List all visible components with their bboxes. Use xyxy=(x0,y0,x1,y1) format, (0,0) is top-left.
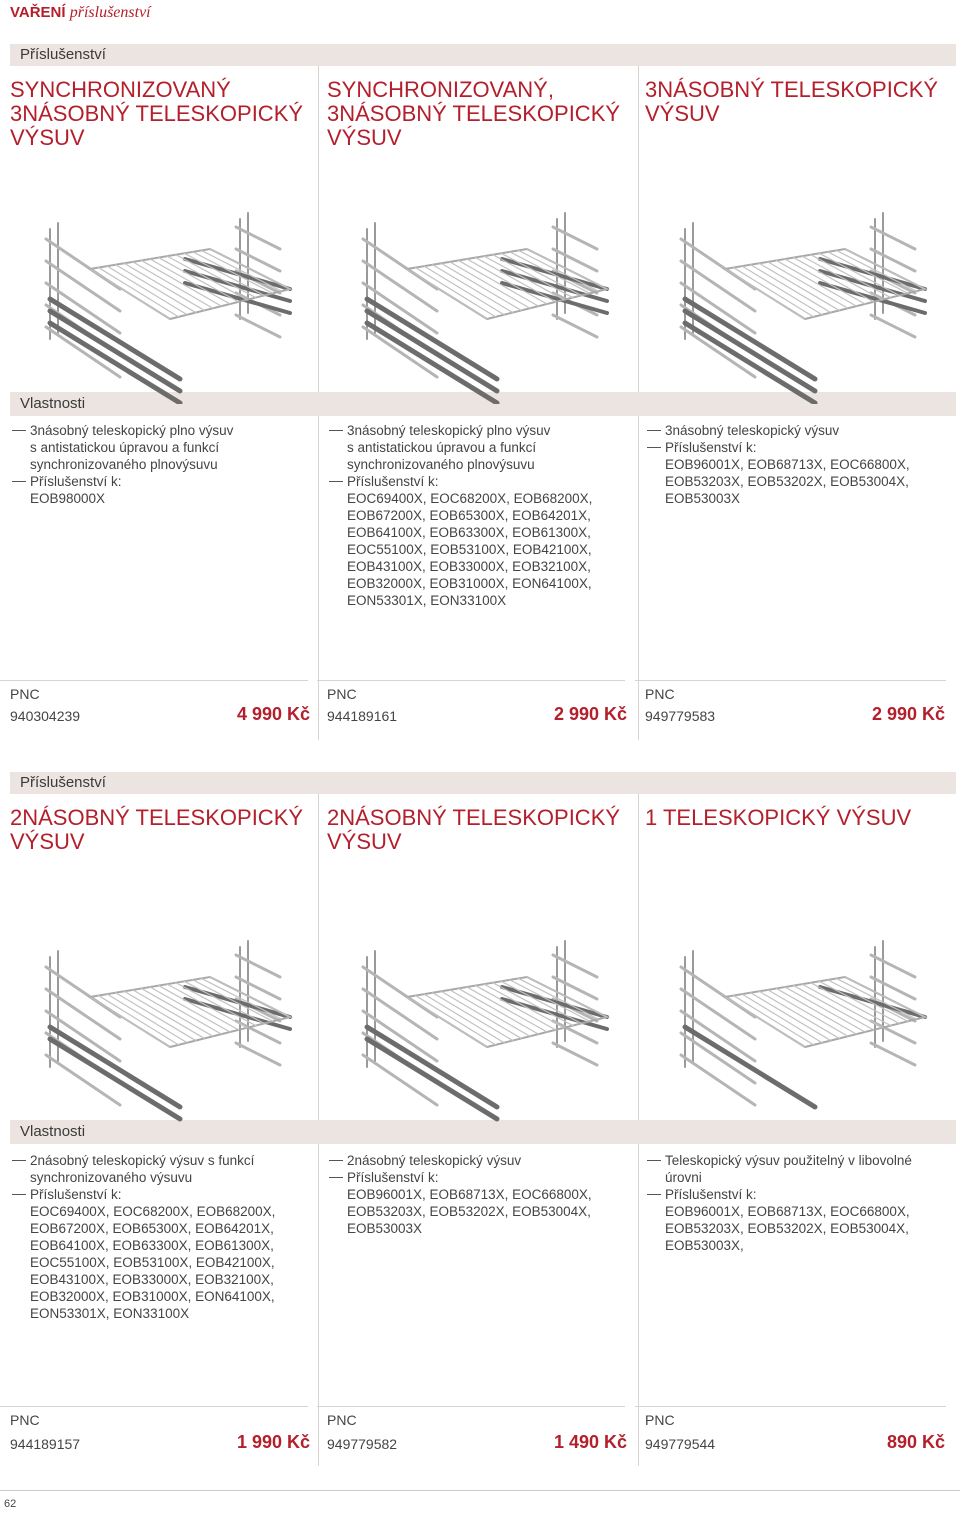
title-line: VÝSUV xyxy=(10,829,85,854)
pnc-number: 949779582 xyxy=(327,1436,398,1452)
feature-item: EOC69400X, EOC68200X, EOB68200X, xyxy=(30,1204,276,1219)
title-line: 1 TELESKOPICKÝ VÝSUV xyxy=(645,805,912,830)
title-line: 2NÁSOBNÝ TELESKOPICKÝ xyxy=(10,805,304,830)
title-line: SYNCHRONIZOVANÝ xyxy=(10,77,231,102)
feature-item: synchronizovaného výsuvu xyxy=(30,1170,193,1185)
column-divider xyxy=(638,1144,639,1466)
column-divider xyxy=(318,1144,319,1466)
pnc-label: PNC xyxy=(327,686,357,702)
feature-item: EOC69400X, EOC68200X, EOB68200X, xyxy=(347,491,593,506)
column-divider xyxy=(638,794,639,1120)
feature-item: EOB64100X, EOB63300X, EOB61300X, xyxy=(347,525,591,540)
feature-item: EON53301X, EON33100X xyxy=(347,593,507,608)
product-image xyxy=(327,189,627,404)
feature-item: EON53301X, EON33100X xyxy=(30,1306,190,1321)
feature-item: EOB32000X, EOB31000X, EON64100X, xyxy=(30,1289,275,1304)
two-level-telescopic-rack-icon xyxy=(10,917,310,1132)
feature-item: EOB53203X, EOB53202X, EOB53004X, xyxy=(347,1204,591,1219)
product-column xyxy=(10,44,310,764)
title-line: 3NÁSOBNÝ TELESKOPICKÝ xyxy=(327,101,621,126)
feature-item: EOC55100X, EOB53100X, EOB42100X, xyxy=(347,542,592,557)
feature-list xyxy=(645,422,945,507)
feature-item: 3násobný teleskopický plno výsuv xyxy=(327,422,627,439)
feature-item: EOB53203X, EOB53202X, EOB53004X, xyxy=(665,1221,909,1236)
column-divider xyxy=(638,416,639,740)
feature-item: EOB96001X, EOB68713X, EOC66800X, xyxy=(665,1204,910,1219)
feature-item: EOB53203X, EOB53202X, EOB53004X, xyxy=(665,474,909,489)
product-title xyxy=(10,806,310,854)
product-column xyxy=(10,772,310,1492)
product-image xyxy=(327,917,627,1132)
feature-item: EOB96001X, EOB68713X, EOC66800X, xyxy=(347,1187,592,1202)
feature-item: EOB67200X, EOB65300X, EOB64201X, xyxy=(347,508,591,523)
pnc-rule xyxy=(0,1406,308,1407)
price: 890 Kč xyxy=(886,1432,945,1452)
title-line: 2NÁSOBNÝ TELESKOPICKÝ xyxy=(327,805,621,830)
section-2 xyxy=(10,772,956,1492)
product-image xyxy=(645,917,945,1132)
price: 2 990 Kč xyxy=(553,704,627,724)
pnc-number: 949779544 xyxy=(645,1436,716,1452)
feature-item: Příslušenství k: xyxy=(327,1169,627,1186)
feature-item: s antistatickou úpravou a funkcí xyxy=(347,440,537,455)
pnc-rule xyxy=(0,680,308,681)
product-title xyxy=(327,806,627,854)
feature-item: EOB53003X, xyxy=(665,1238,744,1253)
feature-item: úrovni xyxy=(665,1170,702,1185)
title-line: VÝSUV xyxy=(327,829,402,854)
feature-item: EOB43100X, EOB33000X, EOB32100X, xyxy=(347,559,591,574)
pnc-rule xyxy=(317,680,625,681)
product-title xyxy=(10,78,310,150)
title-line: 3NÁSOBNÝ TELESKOPICKÝ xyxy=(10,101,304,126)
feature-item: EOC55100X, EOB53100X, EOB42100X, xyxy=(30,1255,275,1270)
feature-item: EOB53003X xyxy=(347,1221,423,1236)
product-image xyxy=(10,189,310,404)
properties-bar: Vlastnosti xyxy=(10,392,956,416)
pnc-label: PNC xyxy=(645,686,675,702)
page-header xyxy=(10,4,151,22)
three-level-telescopic-rack-icon xyxy=(327,189,627,404)
feature-item: EOB43100X, EOB33000X, EOB32100X, xyxy=(30,1272,274,1287)
pnc-label: PNC xyxy=(10,686,40,702)
feature-item: EOB32000X, EOB31000X, EON64100X, xyxy=(347,576,592,591)
properties-bar: Vlastnosti xyxy=(10,1120,956,1144)
title-line: 3NÁSOBNÝ TELESKOPICKÝ xyxy=(645,77,939,102)
price: 2 990 Kč xyxy=(871,704,945,724)
feature-item: 2násobný teleskopický výsuv s funkcí xyxy=(10,1152,310,1169)
three-level-telescopic-rack-icon xyxy=(10,189,310,404)
feature-item: synchronizovaného plnovýsuvu xyxy=(30,457,218,472)
product-title xyxy=(645,78,945,126)
feature-item: Příslušenství k: xyxy=(10,1186,310,1203)
feature-item: Příslušenství k: xyxy=(645,439,945,456)
product-title xyxy=(327,78,627,150)
footer-rule xyxy=(0,1490,960,1491)
feature-item: s antistatickou úpravou a funkcí xyxy=(30,440,220,455)
price: 1 990 Kč xyxy=(236,1432,310,1452)
pnc-label: PNC xyxy=(327,1412,357,1428)
feature-item: EOB67200X, EOB65300X, EOB64201X, xyxy=(30,1221,274,1236)
feature-item: synchronizovaného plnovýsuvu xyxy=(347,457,535,472)
product-image xyxy=(10,917,310,1132)
page-number: 62 xyxy=(4,1498,17,1510)
feature-item: 2násobný teleskopický výsuv xyxy=(327,1152,627,1169)
product-title xyxy=(645,806,945,830)
title-line: VÝSUV xyxy=(327,125,402,150)
feature-item: Příslušenství k: xyxy=(10,473,310,490)
accessories-bar: Příslušenství xyxy=(10,44,956,66)
section-category: příslušenství xyxy=(69,4,151,21)
feature-item: EOB64100X, EOB63300X, EOB61300X, xyxy=(30,1238,274,1253)
section-brand: VAŘENÍ xyxy=(10,4,66,21)
single-telescopic-rack-icon xyxy=(645,917,945,1132)
feature-list xyxy=(327,1152,627,1237)
feature-list xyxy=(10,422,310,507)
column-divider xyxy=(638,66,639,392)
pnc-rule xyxy=(635,1406,946,1407)
title-line: SYNCHRONIZOVANÝ, xyxy=(327,77,554,102)
pnc-label: PNC xyxy=(10,1412,40,1428)
feature-item: EOB96001X, EOB68713X, EOC66800X, xyxy=(665,457,910,472)
feature-item: 3násobný teleskopický výsuv xyxy=(645,422,945,439)
title-line: VÝSUV xyxy=(645,101,720,126)
pnc-rule xyxy=(317,1406,625,1407)
feature-item: Příslušenství k: xyxy=(645,1186,945,1203)
three-level-telescopic-rack-icon xyxy=(645,189,945,404)
product-column xyxy=(645,44,945,764)
pnc-rule xyxy=(635,680,946,681)
feature-item: EOB53003X xyxy=(665,491,741,506)
feature-item: Příslušenství k: xyxy=(327,473,627,490)
pnc-number: 940304239 xyxy=(10,708,81,724)
pnc-number: 949779583 xyxy=(645,708,716,724)
price: 1 490 Kč xyxy=(553,1432,627,1452)
feature-list xyxy=(327,422,627,609)
feature-item: 3násobný teleskopický plno výsuv xyxy=(10,422,310,439)
title-line: VÝSUV xyxy=(10,125,85,150)
pnc-number: 944189161 xyxy=(327,708,398,724)
product-column xyxy=(327,772,627,1492)
feature-item: Teleskopický výsuv použitelný v libovolné xyxy=(645,1152,945,1169)
pnc-number: 944189157 xyxy=(10,1436,81,1452)
price: 4 990 Kč xyxy=(236,704,310,724)
product-image xyxy=(645,189,945,404)
feature-list xyxy=(645,1152,945,1254)
accessories-bar: Příslušenství xyxy=(10,772,956,794)
section-1 xyxy=(10,44,956,764)
column-divider xyxy=(318,416,319,740)
column-divider xyxy=(318,794,319,1120)
two-level-telescopic-rack-icon xyxy=(327,917,627,1132)
column-divider xyxy=(318,66,319,392)
product-column xyxy=(327,44,627,764)
feature-list xyxy=(10,1152,310,1322)
product-column xyxy=(645,772,945,1492)
pnc-label: PNC xyxy=(645,1412,675,1428)
feature-item: EOB98000X xyxy=(30,491,106,506)
